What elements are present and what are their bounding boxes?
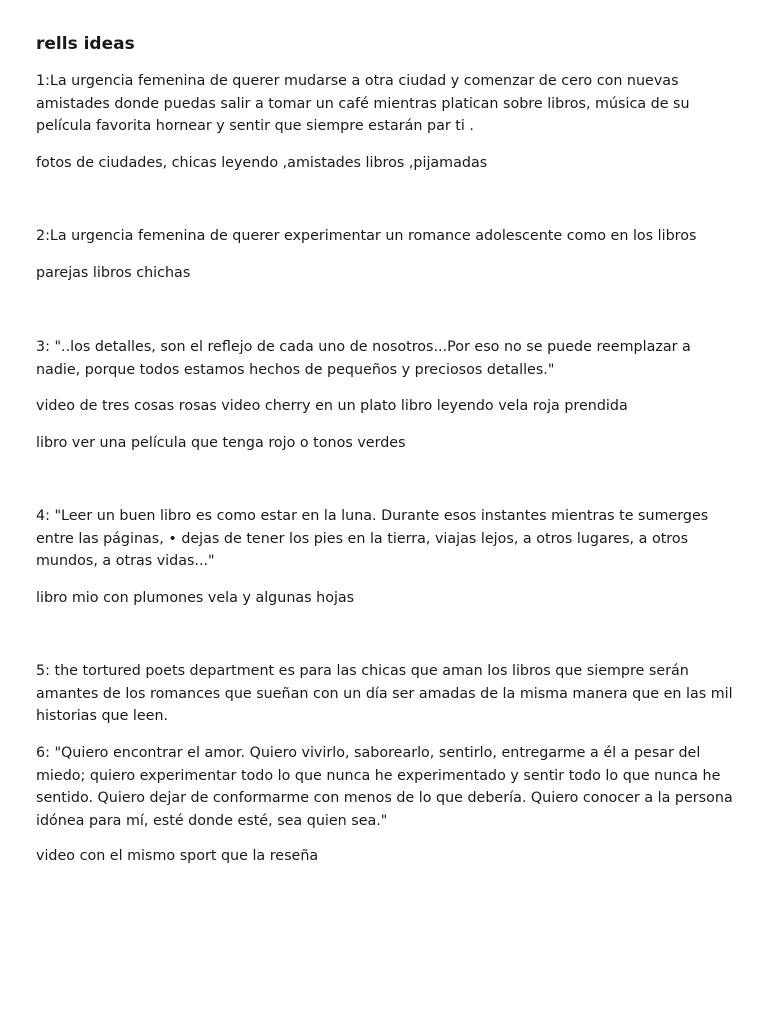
idea-3-media-2: libro ver una película que tenga rojo o tonos verdes [36, 435, 406, 451]
document-title: rells ideas [36, 34, 135, 54]
idea-4-media: libro mio con plumones vela y algunas hojas [36, 590, 355, 606]
idea-6-text: 6: "Quiero encontrar el amor. Quiero vivirlo, saborearlo, sentirlo, entregarme a él a pesar del miedo; quiero experimentar todo lo que nunca he experimentado y sentir todo lo que nunca he sentido. Quiero dejar de conformarme con menos de lo que debería. Quiero conocer a la persona idónea para mí, esté donde esté, sea quien sea." [36, 745, 733, 829]
idea-5-text: 5: the tortured poets department es para las chicas que aman los libros que siempre serán amantes de los romances que sueñan con un día ser amadas de la misma manera que en las mil historias que leen. [36, 663, 733, 724]
idea-3-text: 3: "..los detalles, son el reflejo de cada uno de nosotros...Por eso no se puede reemplazar a nadie, porque todos estamos hechos de pequeños y preciosos detalles." [36, 339, 691, 378]
idea-2-media: parejas libros chichas [36, 265, 191, 281]
idea-3-media: video de tres cosas rosas video cherry en un plato libro leyendo vela roja prendida [36, 398, 628, 414]
idea-4-text: 4: "Leer un buen libro es como estar en la luna. Durante esos instantes mientras te sumerges entre las páginas, • dejas de tener los pies en la tierra, viajas lejos, a otros lugares, a otros mundos, a otras vidas..." [36, 508, 709, 569]
idea-6-media: video con el mismo sport que la reseña [36, 848, 319, 864]
idea-2-text: 2:La urgencia femenina de querer experimentar un romance adolescente como en los libros [36, 228, 697, 244]
idea-1-text: 1:La urgencia femenina de querer mudarse a otra ciudad y comenzar de cero con nuevas amistades donde puedas salir a tomar un café mientras platican sobre libros, música de su película favorita hornear y sentir que siempre estarán par ti . [36, 73, 690, 134]
idea-1-media: fotos de ciudades, chicas leyendo ,amistades libros ,pijamadas [36, 155, 488, 171]
